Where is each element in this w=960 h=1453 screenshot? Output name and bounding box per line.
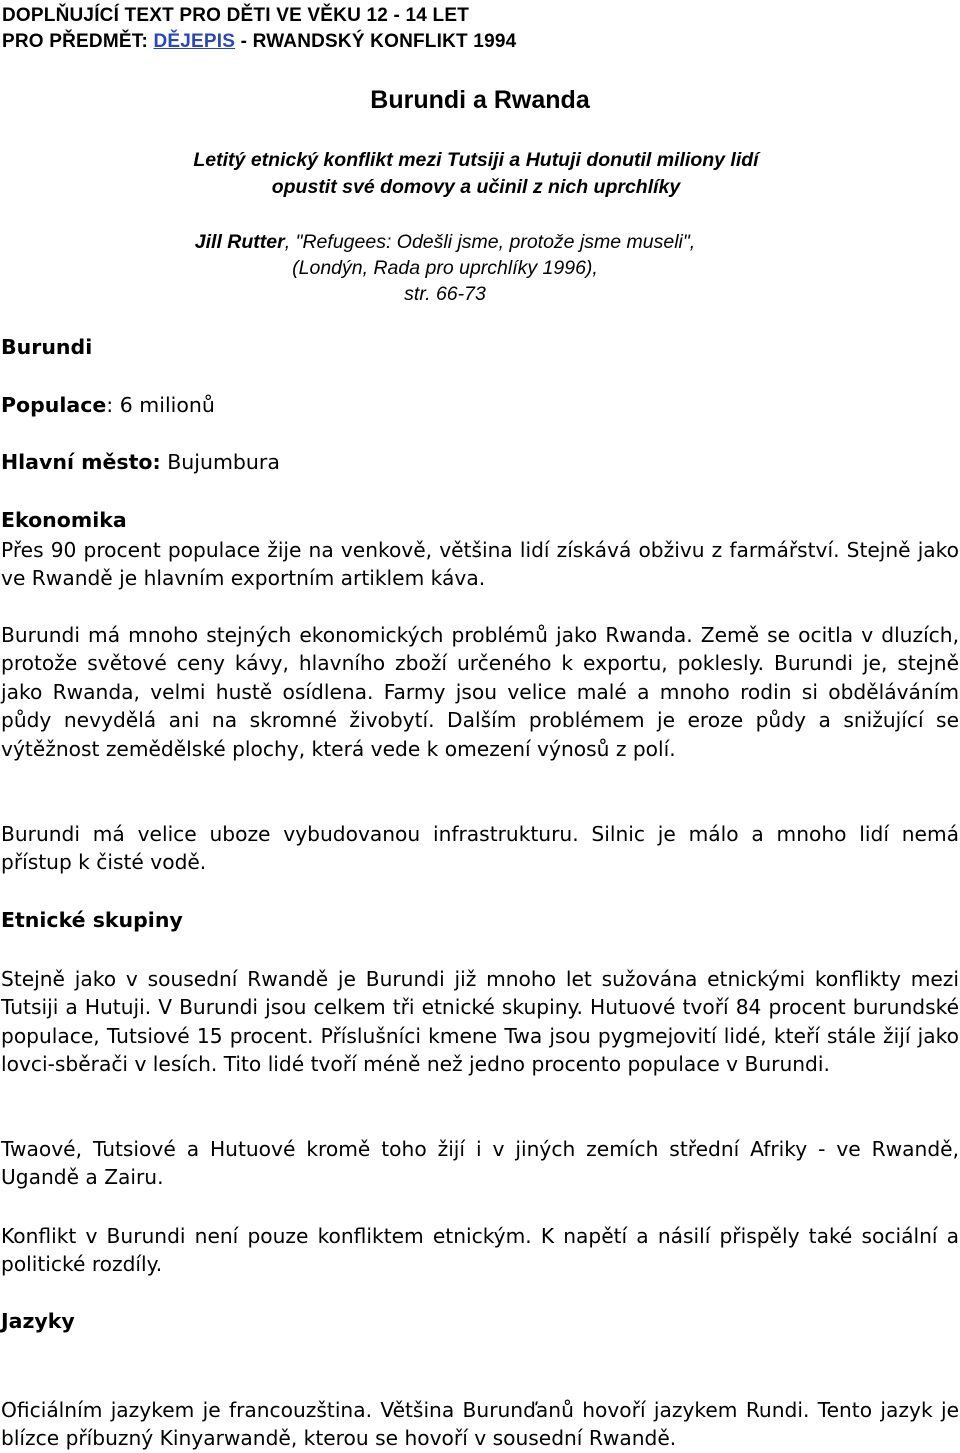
citation-title: , "Refugees: Odešli jsme, protože jsme museli",: [284, 231, 696, 253]
page-title: Burundi a Rwanda: [370, 86, 590, 114]
citation-author: Jill Rutter: [194, 231, 285, 253]
economy-paragraph-3: Burundi má velice uboze vybudovanou infrastrukturu. Silnic je málo a mnoho lidí nemá přístup k čisté vodě.: [1, 822, 959, 875]
header-line-1-text: DOPLŇUJÍCÍ TEXT PRO DĚTI VE VĚKU 12 - 14 LET: [2, 5, 469, 26]
population-sep: :: [106, 393, 120, 417]
citation-line-3: str. 66-73: [404, 283, 486, 305]
header-subject-prefix: PRO PŘEDMĚT:: [2, 31, 154, 52]
population-field: [1, 393, 215, 417]
ethnic-paragraph-2: Twaové, Tutsiové a Hutuové kromě toho žijí i v jiných zemích střední Afriky - ve Rwandě, Ugandě a Zairu.: [1, 1137, 959, 1190]
ethnic-heading: Etnické skupiny: [1, 908, 183, 932]
header-subject-suffix: - RWANDSKÝ KONFLIKT 1994: [235, 31, 517, 52]
subtitle-line-1: Letitý etnický konflikt mezi Tutsiji a Hutuji donutil miliony lidí: [193, 149, 759, 171]
population-label: Populace: [1, 393, 107, 417]
subtitle-line-2: opustit své domovy a učinil z nich uprchlíky: [271, 176, 681, 198]
header-line-1: [2, 5, 469, 27]
ethnic-paragraph-3: Konflikt v Burundi není pouze konfliktem etnickým. K napětí a násilí přispěly také sociální a politické rozdíly.: [1, 1224, 959, 1277]
ethnic-paragraph-1: Stejně jako v sousední Rwandě je Burundi již mnoho let sužována etnickými konflikty mezi Tutsiji a Hutuji. V Burundi jsou celkem tři etnické skupiny. Hutuové tvoří 84 procent burundské populace, Tutsiové 15 procent. Příslušníci kmene Twa jsou pygmejovití lidé, kteří stále žijí jako lovci-sběrači v lesích. Tito lidé tvoří méně než jedno procento populace v Burundi.: [1, 967, 959, 1077]
subtitle: [0, 147, 952, 201]
capital-label: Hlavní město:: [1, 450, 161, 474]
country-heading: Burundi: [1, 335, 93, 359]
subject-link[interactable]: DĚJEPIS: [153, 31, 236, 52]
languages-heading: Jazyky: [1, 1309, 75, 1333]
citation-line-2: (Londýn, Rada pro uprchlíky 1996),: [292, 257, 598, 279]
economy-paragraph-2: Burundi má mnoho stejných ekonomických problémů jako Rwanda. Země se ocitla v dluzích, protože světové ceny kávy, hlavního zboží určeného k exportu, poklesly. Burundi je, stejně jako Rwanda, velmi hustě osídlena. Farmy jsou velice malé a mnoho rodin si obděláváním půdy nevydělá ani na skromné živobytí. Dalším problémem je eroze půdy a snižující se výtěžnost zemědělské plochy, která vede k omezení výnosů z polí.: [1, 623, 959, 761]
economy-paragraph-1: Přes 90 procent populace žije na venkově, většina lidí získává obživu z farmářství. Stejně jako ve Rwandě je hlavním exportním artiklem káva.: [1, 538, 959, 591]
economy-heading: Ekonomika: [1, 508, 127, 532]
citation: [100, 229, 790, 307]
header-line-2: [2, 31, 516, 53]
capital-value: Bujumbura: [160, 450, 280, 474]
population-value: 6 milionů: [119, 393, 215, 417]
capital-field: [1, 450, 280, 474]
citation-line-1: [100, 229, 790, 255]
languages-paragraph-1: Oficiálním jazykem je francouzština. Většina Burunďanů hovoří jazykem Rundi. Tento jazyk je blízce příbuzný Kinyarwandě, kterou se hovoří v sousední Rwandě.: [1, 1398, 959, 1451]
